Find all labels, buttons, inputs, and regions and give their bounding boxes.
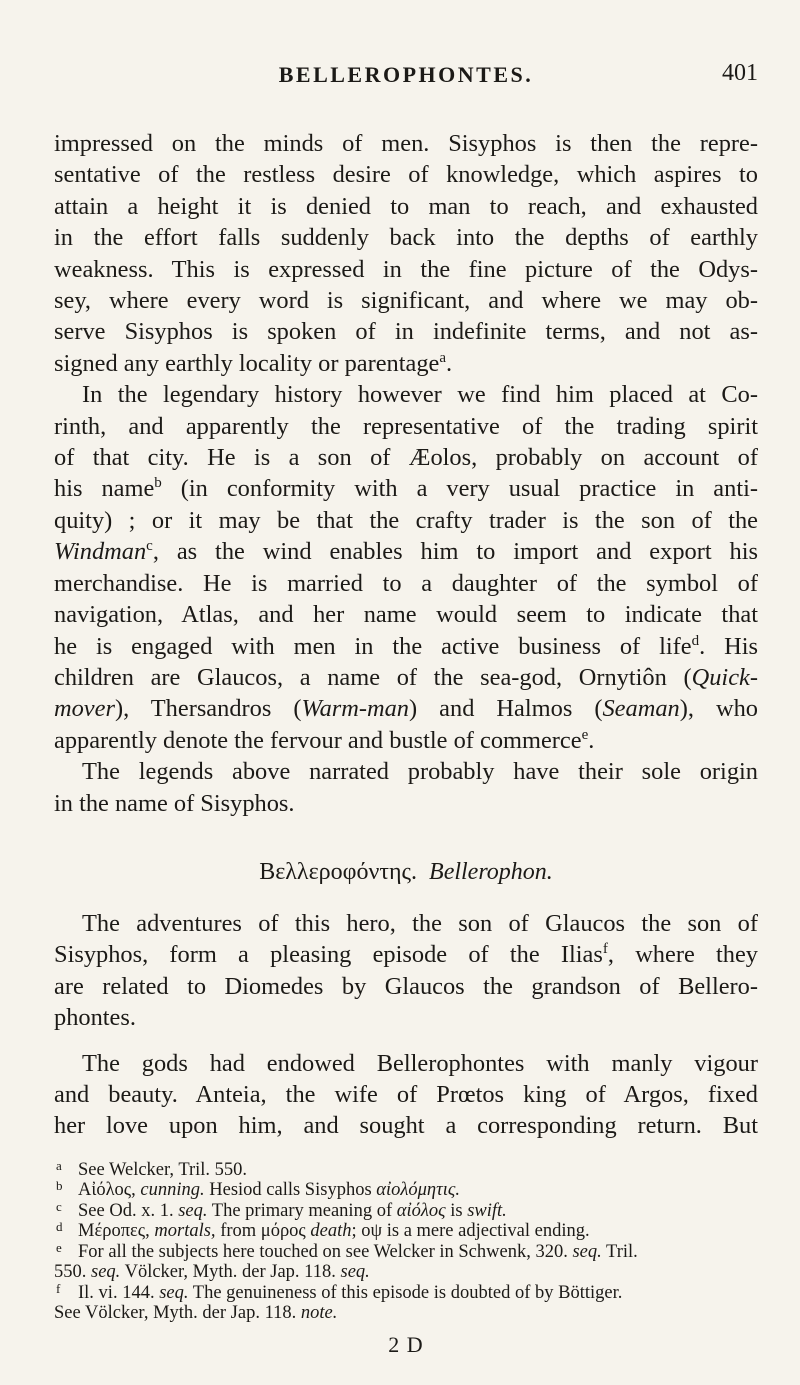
footnote-c — [54, 1198, 758, 1222]
text-line: sey, where every word is significant, and where we may ob- — [54, 287, 758, 315]
footnote-mark: b — [56, 1178, 63, 1194]
text-line: attain a height it is denied to man to reach, and exhausted — [54, 192, 758, 220]
footnote-italic: seq. — [572, 1241, 602, 1262]
footnote-greek: Αἰόλος, — [78, 1180, 136, 1201]
footnote-text: For all the subjects here touched on see Welcker in Schwenk, 320. — [78, 1241, 573, 1262]
text-line: serve Sisyphos is spoken of in indefinite terms, and not as- — [54, 318, 758, 346]
footnote-b — [54, 1180, 758, 1201]
footnote-f-continued — [54, 1303, 758, 1324]
section-heading-latin: Bellerophon. — [429, 858, 553, 885]
text-fragment: . — [446, 349, 453, 377]
footnote-text: 550. — [54, 1262, 91, 1283]
footnote-a — [54, 1157, 758, 1181]
text-line: impressed on the minds of men. Sisyphos is then the repre- — [54, 130, 758, 157]
footnote-ref-d[interactable]: d — [691, 632, 700, 649]
footnote-text: See Völcker, Myth. der Jap. 118. — [54, 1303, 301, 1324]
text-fragment: ) and Halmos ( — [409, 695, 603, 723]
text-line: The adventures of this hero, the son of Glaucos the son of — [82, 909, 758, 937]
text-line: The gods had endowed Bellerophontes with manly vigour — [82, 1049, 758, 1077]
footnote-text: See Welcker, Tril. 550. — [78, 1159, 248, 1180]
paragraph-4-last-line — [54, 1002, 758, 1033]
footnote-mark: a — [56, 1157, 62, 1173]
text-line: phontes. — [54, 1004, 136, 1032]
footnote-text: is — [445, 1200, 468, 1221]
text-fragment: mover — [54, 695, 115, 723]
footnote-text: from — [215, 1221, 261, 1242]
footnote-ref-f[interactable]: f — [602, 941, 608, 958]
footnote-italic: seq. — [340, 1262, 370, 1283]
footnote-e-continued — [54, 1262, 758, 1283]
text-line: rinth, and apparently the representative of the trading spirit — [54, 412, 758, 440]
paragraph-1 — [54, 128, 758, 348]
footnotes — [54, 1157, 758, 1324]
page-number: 401 — [722, 60, 758, 86]
text-line: of that city. He is a son of Æolos, probably on account of — [54, 444, 758, 472]
text-line: signed any earthly locality or parentage — [54, 349, 440, 377]
text-line: in the effort falls suddenly back into the depths of earthly — [54, 224, 758, 252]
text-fragment: , where they — [607, 941, 758, 969]
footnote-italic: swift. — [467, 1200, 507, 1221]
footnote-mark: f — [56, 1280, 61, 1296]
footnote-ref-c[interactable]: c — [146, 538, 153, 555]
text-fragment: his name — [54, 475, 155, 503]
text-fragment: (in conformity with a very usual practice in anti- — [161, 475, 758, 503]
footnote-ref-a[interactable]: a — [439, 349, 447, 366]
text-fragment: children are Glaucos, a name of the sea-god, Ornytiôn ( — [54, 663, 692, 691]
paragraph-1-last-line — [54, 348, 758, 379]
footnote-mark: d — [56, 1219, 63, 1235]
footnote-text: Il. vi. 144. — [78, 1282, 160, 1303]
footnote-e — [54, 1239, 758, 1263]
footnote-ref-b[interactable]: b — [154, 475, 162, 492]
running-head: BELLEROPHONTES. — [278, 62, 534, 87]
footnote-greek: μόρος — [260, 1221, 306, 1242]
footnote-italic: death — [305, 1221, 352, 1242]
footnote-italic: seq. — [178, 1200, 208, 1221]
text-line: and beauty. Anteia, the wife of Prœtos king of Argos, fixed — [54, 1080, 758, 1108]
footnote-text: Völcker, Myth. der Jap. 118. — [120, 1262, 341, 1283]
text-fragment: he is engaged with men in the active business of life — [54, 632, 692, 660]
footnote-mark: e — [56, 1239, 62, 1255]
footnote-text: The primary meaning of — [207, 1200, 397, 1221]
footnote-italic: seq. — [159, 1282, 189, 1303]
text-fragment: Sisyphos, form a pleasing episode of the Ilias — [54, 941, 603, 969]
text-fragment: Quick- — [691, 663, 758, 691]
paragraph-4 — [54, 908, 758, 1002]
text-line: quity) ; or it may be that the crafty trader is the son of the — [54, 506, 758, 534]
footnote-italic: cunning. — [135, 1180, 205, 1201]
footnote-greek: οψ — [361, 1221, 383, 1242]
footnote-text: See Od. x. 1. — [78, 1200, 179, 1221]
text-fragment: . His — [699, 632, 759, 660]
text-line: sentative of the restless desire of knowledge, which aspires to — [54, 161, 758, 189]
footnote-italic: mortals, — [149, 1221, 216, 1242]
text-fragment: Windman — [54, 538, 147, 566]
section-heading — [54, 859, 758, 886]
page-header — [54, 0, 758, 128]
text-line: are related to Diomedes by Glaucos the grandson of Bellero- — [54, 972, 758, 1000]
footnote-greek: Μέροπες, — [78, 1221, 150, 1242]
text-line: in the name of Sisyphos. — [54, 789, 295, 817]
footnote-text: Tril. — [601, 1241, 638, 1262]
footnote-text: ; — [351, 1221, 362, 1242]
footnote-ref-e[interactable]: e — [581, 726, 589, 743]
footnote-text: The genuineness of this episode is doubted of by Böttiger. — [188, 1282, 623, 1303]
signature-mark: 2 D — [388, 1331, 424, 1357]
body-text — [54, 128, 758, 1142]
paragraph-5 — [54, 1048, 758, 1142]
text-line: merchandise. He is married to a daughter of the symbol of — [54, 569, 758, 597]
text-line: weakness. This is expressed in the fine picture of the Odys- — [54, 255, 758, 283]
text-fragment: Warm-man — [301, 695, 410, 723]
text-fragment: apparently denote the fervour and bustle of commerce — [54, 726, 582, 754]
text-fragment: Seaman — [602, 695, 680, 723]
footnote-greek: αἰολόμητις. — [376, 1180, 460, 1201]
book-page — [54, 0, 758, 1358]
footnote-f — [54, 1280, 758, 1304]
footnote-d — [54, 1221, 758, 1242]
text-fragment: ), Thersandros ( — [114, 695, 302, 723]
paragraph-2 — [54, 379, 758, 724]
footnote-italic: note. — [300, 1303, 338, 1324]
footnote-greek: αἰόλος — [396, 1200, 446, 1221]
text-fragment: ), who — [679, 695, 758, 723]
footnote-text: Hesiod calls Sisyphos — [204, 1180, 377, 1201]
paragraph-3 — [54, 756, 758, 787]
footnote-mark: c — [56, 1198, 62, 1214]
footnote-text: is a mere adjectival ending. — [382, 1221, 590, 1242]
text-line: In the legendary history however we find him placed at Co- — [82, 381, 758, 409]
paragraph-3-last-line — [54, 788, 758, 819]
text-fragment: . — [588, 726, 595, 754]
section-heading-greek: Βελλεροφόντης. — [259, 858, 418, 885]
text-line: her love upon him, and sought a corresponding return. But — [54, 1112, 758, 1140]
footnote-italic: seq. — [91, 1262, 121, 1283]
text-line: navigation, Atlas, and her name would seem to indicate that — [54, 601, 758, 629]
paragraph-2-last-line — [54, 725, 758, 756]
text-line: The legends above narrated probably have their sole origin — [82, 758, 758, 786]
text-fragment: , as the wind enables him to import and export his — [152, 538, 758, 566]
